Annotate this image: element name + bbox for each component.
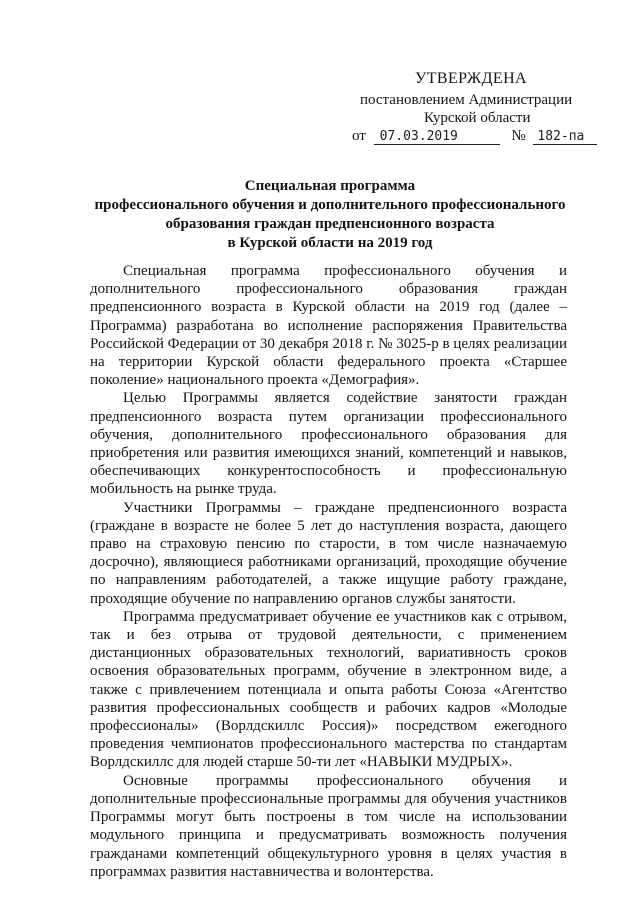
title-line-2: профессионального обучения и дополнительного профессионального	[94, 197, 566, 213]
document-title	[60, 177, 600, 253]
approval-block	[0, 0, 640, 150]
approval-number: 182-па	[533, 129, 597, 145]
paragraph-training-forms: Программа предусматривает обучение ее участников как с отрывом, так и без отрыва от трудовой деятельности, с применением дистанционных образовательных технологий, вариативность сроков освоения образовательных программ, обучение в электронном виде, а также с привлечением потенциала и опыта работы Союза «Агентство развития профессиональных сообществ и рабочих кадров «Молодые профессионалы» (Ворлдскиллс Россия)» посредством ежегодного проведения чемпионатов профессионального мастерства по стандартам Ворлдскиллс для людей старше 50-ти лет «НАВЫКИ МУДРЫХ».	[90, 608, 567, 771]
date-prefix: от	[352, 128, 366, 144]
title-line-4: в Курской области на 2019 год	[227, 235, 433, 251]
paragraph-participants: Участники Программы – граждане предпенсионного возраста (граждане в возрасте не более 5 лет до наступления возраста, дающего право на страховую пенсию по старости, в том числе назначаемую досрочно), являющиеся работниками организаций, проходящие обучение по направлениям работодателей, а также ищущие работу граждане, проходящие обучение по направлению органов службы занятости.	[90, 499, 567, 607]
approval-region: Курской области	[424, 110, 531, 126]
title-line-1: Специальная программа	[244, 178, 416, 194]
number-prefix: №	[511, 128, 526, 144]
approval-date-line	[352, 128, 597, 145]
paragraph-purpose: Специальная программа профессионального обучения и дополнительного профессионального образования граждан предпенсионного возраста в Курской области на 2019 год (далее – Программа) разработана во исполнение распоряжения Правительства Российской Федерации от 30 декабря 2018 г. № 3025-р в целях реализации на территории Курской области федерального проекта «Старшее поколение» национального проекта «Демография».	[90, 263, 567, 389]
paragraph-goal: Целью Программы является содействие занятости граждан предпенсионного возраста путем организации профессионального обучения, дополнительного профессионального образования для приобретения или развития имеющихся знаний, компетенций и навыков, обеспечивающих конкурентоспособность и профессиональную мобильность на рынке труда.	[90, 390, 567, 498]
approval-title: УТВЕРЖДЕНА	[415, 70, 528, 87]
paragraph-programs: Основные программы профессионального обучения и дополнительные профессиональные программы для обучения участников Программы могут быть построены в том числе на использовании модульного принципа и предусматривать возможность получения гражданами компетенций общекультурного уровня в целях участия в программах развития наставничества и волонтерства.	[90, 772, 567, 880]
title-line-3: образования граждан предпенсионного возраста	[165, 216, 495, 232]
approval-authority: постановлением Администрации	[360, 92, 573, 108]
approval-date: 07.03.2019	[374, 129, 500, 145]
document-body	[90, 262, 567, 881]
